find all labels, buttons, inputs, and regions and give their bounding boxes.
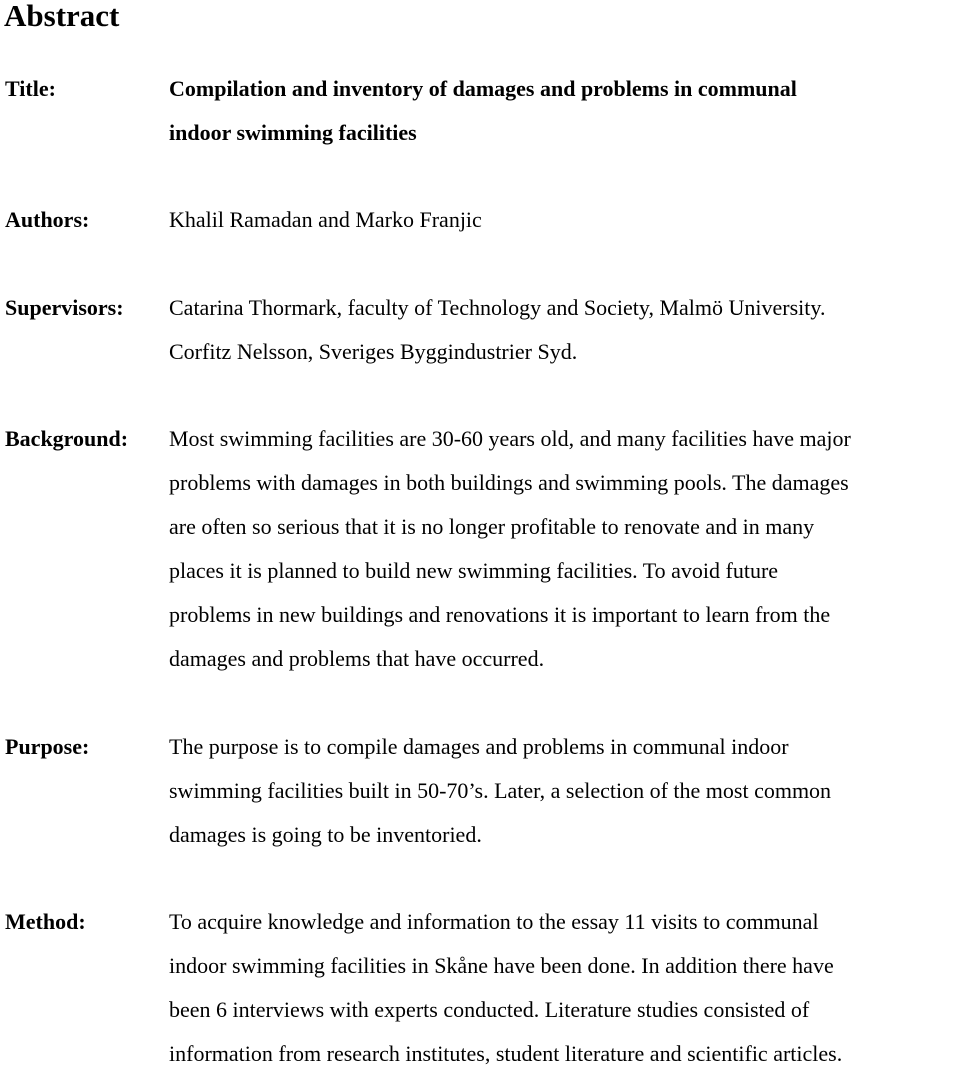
abstract-heading: Abstract [4, 0, 120, 33]
purpose-label: Purpose: [5, 734, 90, 759]
method-line: been 6 interviews with experts conducted. Literature studies consisted of [169, 997, 810, 1022]
method-text [169, 900, 957, 1076]
supervisors-label: Supervisors: [5, 295, 124, 320]
authors-value [169, 198, 957, 242]
purpose-text [169, 725, 957, 857]
background-line: are often so serious that it is no longer profitable to renovate and in many [169, 514, 815, 539]
method-line: indoor swimming facilities in Skåne have been done. In addition there have [169, 953, 834, 978]
method-line: information from research institutes, student literature and scientific articles. [169, 1041, 843, 1066]
supervisor-line: Catarina Thormark, faculty of Technology and Society, Malmö University. [169, 295, 826, 320]
title-line: Compilation and inventory of damages and problems in communal [169, 76, 797, 101]
background-line: places it is planned to build new swimming facilities. To avoid future [169, 558, 779, 583]
title-line: indoor swimming facilities [169, 120, 417, 145]
background-line: Most swimming facilities are 30-60 years old, and many facilities have major [169, 426, 851, 451]
supervisors-value [169, 286, 957, 374]
purpose-line: The purpose is to compile damages and problems in communal indoor [169, 734, 789, 759]
background-text [169, 417, 957, 681]
purpose-line: damages is going to be inventoried. [169, 822, 482, 847]
purpose-line: swimming facilities built in 50-70’s. Later, a selection of the most common [169, 778, 832, 803]
title-label: Title: [5, 76, 56, 101]
method-line: To acquire knowledge and information to the essay 11 visits to communal [169, 909, 819, 934]
background-line: problems in new buildings and renovations it is important to learn from the [169, 602, 831, 627]
background-line: problems with damages in both buildings and swimming pools. The damages [169, 470, 849, 495]
title-value [169, 67, 957, 155]
supervisor-line: Corfitz Nelsson, Sveriges Byggindustrier Syd. [169, 339, 578, 364]
authors-line: Khalil Ramadan and Marko Franjic [169, 207, 482, 232]
background-line: damages and problems that have occurred. [169, 646, 545, 671]
method-label: Method: [5, 909, 86, 934]
authors-label: Authors: [5, 207, 90, 232]
background-label: Background: [5, 426, 129, 451]
